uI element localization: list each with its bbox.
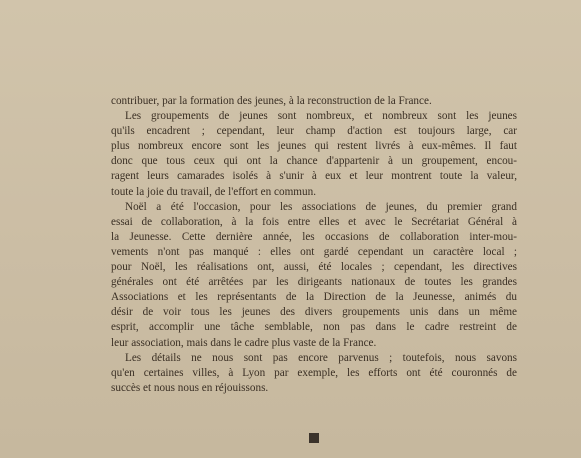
text-line: succès et nous nous en réjouissons. [111,381,269,394]
text-line: la Jeunesse. Cette dernière année, les occasions de collaboration inter-mou- [111,230,517,243]
body-text [111,94,517,396]
text-line: Les groupements de jeunes sont nombreux, et nombreux sont les jeunes [125,110,517,123]
text-line: Associations et les représentants de la Direction de la Jeunesse, animés du [111,291,517,304]
page-marker-square [309,433,319,443]
text-line: Noël a été l'occasion, pour les associations de jeunes, du premier grand [125,200,517,213]
text-line: qu'ils encadrent ; cependant, leur champ d'action est toujours large, car [111,125,517,138]
text-line: contribuer, par la formation des jeunes, à la reconstruction de la France. [111,95,432,107]
text-line: désir de voir tous les jeunes des divers groupements unis dans un même [111,306,517,319]
text-line: Les détails ne nous sont pas encore parvenus ; toutefois, nous savons [125,351,517,364]
text-line: leur association, mais dans le cadre plus vaste de la France. [111,336,377,349]
text-line: esprit, accomplir une tâche semblable, non pas dans le cadre restreint de [111,321,517,334]
text-line: vements n'ont pas manqué : elles ont gardé cependant un caractère local ; [111,245,517,258]
text-line: qu'en certaines villes, à Lyon par exemple, les efforts ont été couronnés de [111,366,517,379]
text-line: pour Noël, les réalisations ont, aussi, été locales ; cependant, les directives [111,261,517,274]
text-line: plus nombreux encore sont les jeunes qui restent livrés à eux-mêmes. Il faut [111,140,517,153]
text-line: donc que tous ceux qui ont la chance d'appartenir à un groupement, encou- [111,155,517,168]
text-line: toute la joie du travail, de l'effort en commun. [111,185,316,198]
text-line: ragent leurs camarades isolés à s'unir à eux et leur montrent toute la valeur, [111,170,517,183]
text-line: essai de collaboration, à la fois entre elles et avec le Secrétariat Général à [111,215,517,228]
text-line: générales ont été arrêtées par les dirigeants nationaux de toutes les grandes [111,276,517,289]
